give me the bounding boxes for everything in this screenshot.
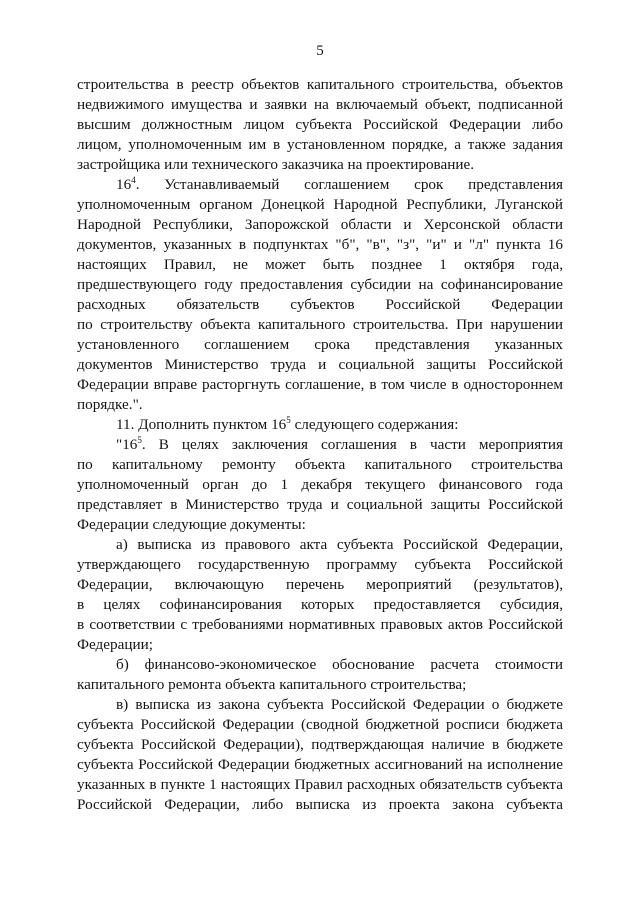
- page-number: 5: [316, 43, 324, 59]
- text-line: Российской Федерации, либо выписка из проекта закона субъекта: [77, 796, 563, 813]
- document-text: [77, 75, 563, 815]
- text-line: б) финансово-экономическое обоснование расчета стоимости: [116, 656, 563, 673]
- text-line: Народной Республики, Запорожской области и Херсонской области: [77, 216, 563, 233]
- text-line: документов, указанных в подпунктах "б", "в", "з", "и" и "л" пункта 16: [77, 236, 563, 253]
- text-line: Федерации вправе расторгнуть соглашение, в том числе в одностороннем: [77, 376, 563, 393]
- text-line: капитального ремонта объекта капитального строительства;: [77, 676, 467, 693]
- text-line: строительства в реестр объектов капитального строительства, объектов: [77, 76, 563, 93]
- text-line: Федерации, включающую перечень мероприятий (результатов),: [77, 576, 563, 593]
- text-line: 11. Дополнить пунктом $16^5$ следующего содержания:: [116, 415, 459, 433]
- text-line: предшествующего году предоставления субсидии на софинансирование: [77, 276, 563, 293]
- text-line: установленного соглашением срока представления указанных: [77, 336, 563, 353]
- text-line: указанных в пункте 1 настоящих Правил расходных обязательств субъекта: [77, 776, 563, 793]
- text-line: настоящих Правил, не может быть позднее 1 октября года,: [77, 256, 563, 273]
- text-line: в) выписка из закона субъекта Российской Федерации о бюджете: [116, 696, 563, 713]
- text-line: высшим должностным лицом субъекта Российской Федерации либо: [77, 116, 563, 133]
- text-line: недвижимого имущества и заявки на включаемый объект, подписанной: [77, 96, 563, 113]
- text-line: документов Министерство труда и социальной защиты Российской: [77, 356, 563, 373]
- text-line: субъекта Российской Федерации (сводной бюджетной росписи бюджета: [77, 716, 563, 733]
- text-line: а) выписка из правового акта субъекта Российской Федерации,: [116, 536, 563, 553]
- text-line: утверждающего государственную программу субъекта Российской: [77, 556, 563, 573]
- text-line: субъекта Российской Федерации), подтверждающая наличие в бюджете: [77, 736, 563, 753]
- text-line: по капитальному ремонту объекта капитального строительства: [77, 456, 563, 473]
- text-line: в соответствии с требованиями нормативных правовых актов Российской: [77, 616, 563, 633]
- text-line: застройщика или технического заказчика на проектирование.: [77, 156, 475, 173]
- text-line: расходных обязательств субъектов Российской Федерации: [77, 296, 563, 313]
- text-line: субъекта Российской Федерации бюджетных ассигнований на исполнение: [77, 756, 563, 773]
- text-line: порядке.".: [77, 396, 143, 413]
- text-line: в целях софинансирования которых предоставляется субсидия,: [77, 596, 563, 613]
- text-line: уполномоченным органом Донецкой Народной Республики, Луганской: [77, 196, 563, 213]
- text-line: $16^4$. Устанавливаемый соглашением срок представления: [116, 175, 563, 193]
- text-line: представляет в Министерство труда и социальной защиты Российской: [77, 496, 563, 513]
- text-line: Федерации следующие документы:: [77, 516, 306, 533]
- text-line: уполномоченный орган до 1 декабря текущего финансового года: [77, 476, 563, 493]
- text-line: лицом, уполномоченным им в установленном порядке, а также задания: [77, 136, 563, 153]
- text-line: Федерации;: [77, 636, 153, 653]
- text-line: "$16^5$. В целях заключения соглашения в части мероприятия: [116, 435, 563, 453]
- text-line: по строительству объекта капитального строительства. При нарушении: [77, 316, 563, 333]
